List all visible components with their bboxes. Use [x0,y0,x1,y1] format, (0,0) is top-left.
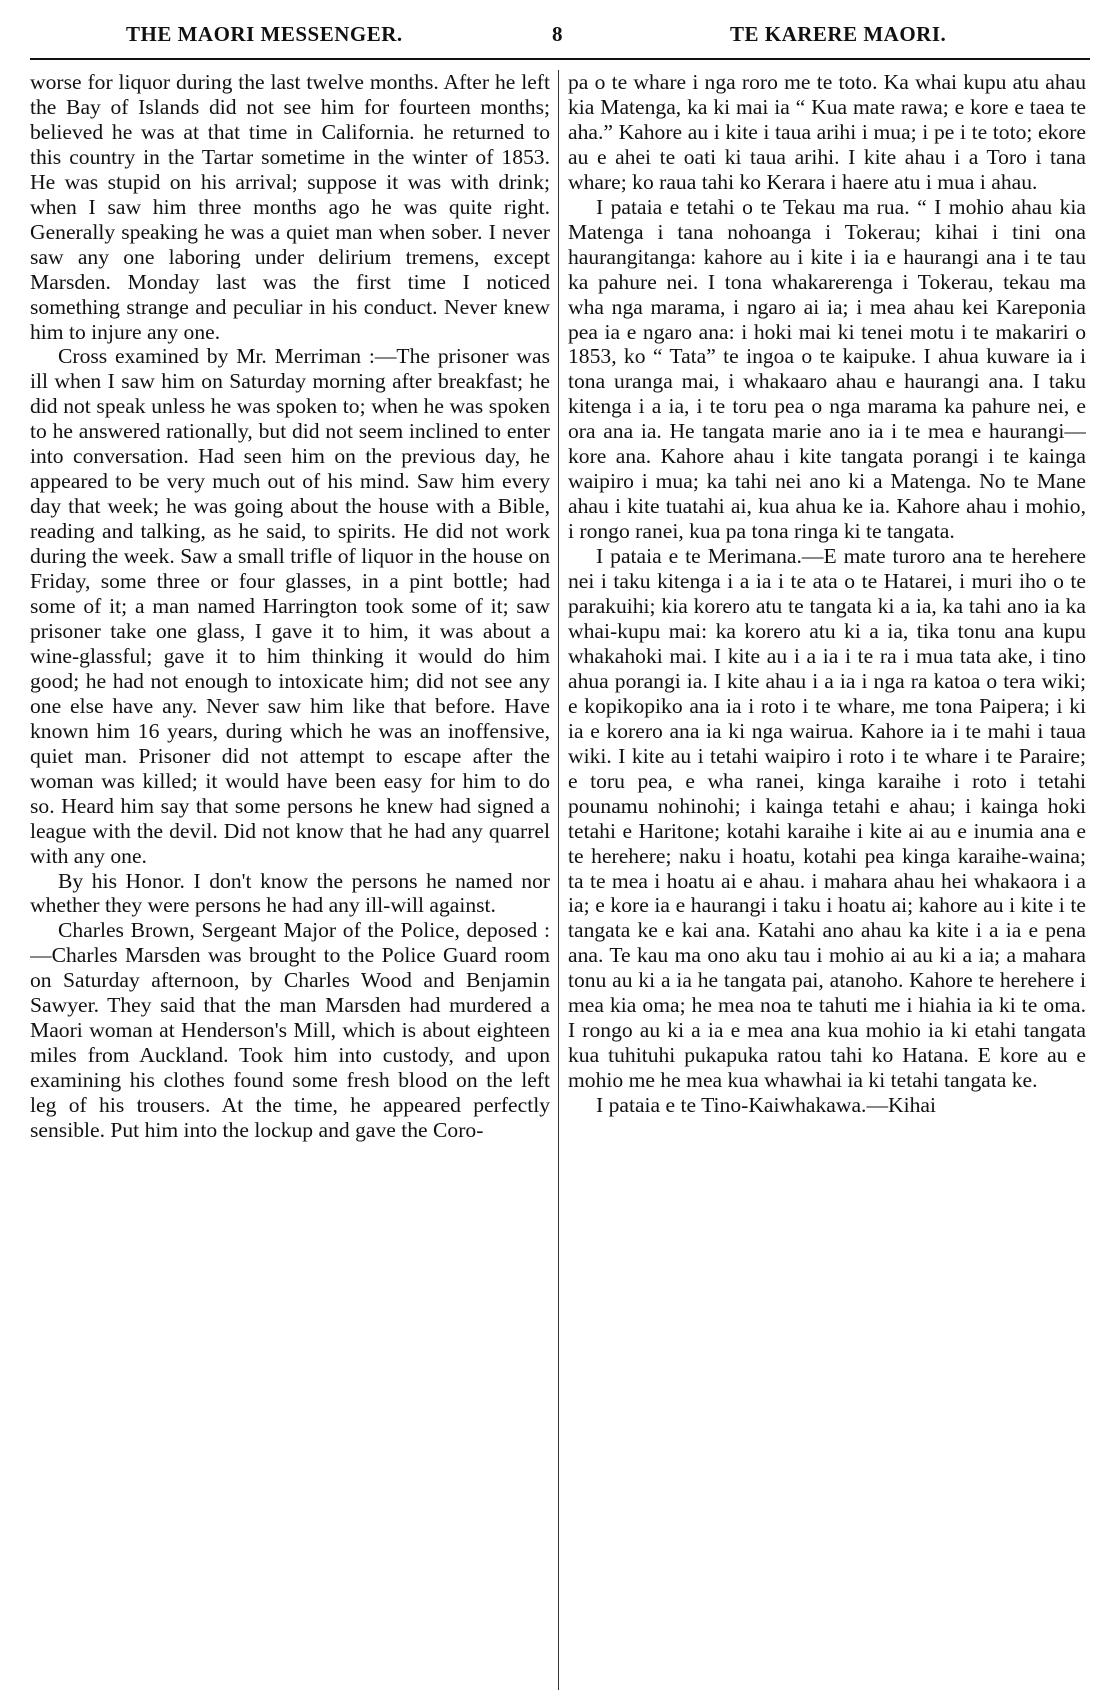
masthead-english: THE MAORI MESSENGER. [126,22,403,46]
page-header [30,18,1090,60]
paragraph: I pataia e tetahi o te Tekau ma rua. “ I mohio ahau kia Matenga i tana nohoanga i Tokerau; kihai i tini ona haurangitanga: kahore au i kite i ia e haurangi ana i te tau ka pahure nei. I tona whakarerenga i Tokerau, tekau ma wha nga marama, i ngaro ai ia; i mea ahau kei Kareponia pea ia e ngaro ana: i hoki mai ki tenei motu i te makariri o 1853, ko “ Tata” te ingoa o te kaipuke. I ahua kuware ia i tona uranga mai, i whakaaro ahau e haurangi ana. I taku kitenga i a ia, i te toru pea o nga marama ka pahure nei, e ora ana ia. He tangata marie ano ia i te mea e haurangi—kore ana. Kahore ahau i kite tangata porangi i te kainga waipiro i mua; ka tahi nei ano ki a Matenga. No te Mane ahau i kite tuatahi ai, kua ahua ke ia. Kahore ahau i mohio, i rongo ranei, kua pa tona ringa ki te tangata. [568,194,1086,544]
paragraph: pa o te whare i nga roro me te toto. Ka whai kupu atu ahau kia Matenga, ka ki mai ia “ Kua mate rawa; e kore e taea te aha.” Kahore au i kite i taua arihi i mua; i pe i te toto; ekore au e ahei te oati ki taua arihi. I kite ahau i a Toro i tana whare; ko raua tahi ko Kerara i haere atu i mua i ahau. [568,70,1086,194]
column-divider [558,70,559,1690]
paragraph: By his Honor. I don't know the persons he named nor whether they were persons he had any ill-will against. [30,868,550,918]
page-number: 8 [552,22,563,46]
maori-column [568,70,1086,1690]
paragraph: Cross examined by Mr. Merriman :—The prisoner was ill when I saw him on Saturday morning after breakfast; he did not speak unless he was spoken to; when he was spoken to he answered rationally, but did not seem inclined to enter into conversation. Had seen him on the previous day, he appeared to be very much out of his mind. Saw him every day that week; he was going about the house with a Bible, reading and talking, as he said, to spirits. He did not work during the week. Saw a small trifle of liquor in the house on Friday, some three or four glasses, in a pint bottle; had some of it; a man named Harrington took some of it; saw prisoner take one glass, I gave it to him, it was about a wine-glassful; gave it to him thinking it would do him good; he had not enough to intoxicate him; did not see any one else have any. Never saw him like that before. Have known him 16 years, during which he was an inoffensive, quiet man. Prisoner did not attempt to escape after the woman was killed; it would have been easy for him to do so. Heard him say that some persons he knew had signed a league with the devil. Did not know that he had any quarrel with any one. [30,344,550,868]
paragraph: I pataia e te Tino-Kaiwhakawa.—Kihai [596,1093,937,1118]
english-column [30,70,550,1690]
paragraph: I pataia e te Merimana.—E mate turoro ana te herehere nei i taku kitenga i a ia i te ata o te Hatarei, i muri iho o te parakuihi; kia korero atu te tangata ki a ia, ka tahi ano ia ka whai-kupu mai: ka korero atu ki a ia, tika tonu ana kupu whakahoki mai. I kite au i a ia i te ra i mua tata ake, i tino ahua porangi ia. I kite ahau i a ia i nga ra katoa o tera wiki; e kopikopiko ana ia i roto i te whare, me tona Paipera; i ki ia e korero ana ia ki nga wairua. Kahore ia i te mahi i taua wiki. I kite au i tetahi waipiro i roto i te whare i te Paraire; e toru pea, e wha ranei, kinga karaihe i roto i tetahi pounamu nohinohi; i kainga tetahi e ahau; i kainga hoki tetahi e Haritone; kotahi karaihe i kite ai au e inumia ana e te herehere; naku i hoatu, kotahi pea kinga karaihe-waina; ta te mea i hoatu ai e ahau. i mahara ahau hei whakaora i a ia; e kore ia e haurangi i taku i hoatu ai; kahore au i kite i te tangata ke e kai ana. Katahi ano ahau ka kite i a ia e pena ana. Te kau ma ono aku tau i mohio ai au ki a ia; a mahara tonu au ki a ia he tangata pai, atanoho. Kahore te herehere i mea kia oma; he mea noa te tahuti me i hiahia ia ki te oma. I rongo au ki a ia e mea ana kua mohio ia ki etahi tangata kua tuhituhi pukapuka ratou tahi ko Hatana. E kore au e mohio me he mea kua whawhai ia ki tetahi tangata ke. [568,544,1086,1093]
masthead-maori: TE KARERE MAORI. [730,22,947,46]
paragraph: Charles Brown, Sergeant Major of the Police, deposed :—Charles Marsden was brought to the Police Guard room on Saturday afternoon, by Charles Wood and Benjamin Sawyer. They said that the man Marsden had murdered a Maori woman at Henderson's Mill, which is about eighteen miles from Auckland. Took him into custody, and upon examining his clothes found some fresh blood on the left leg of his trousers. At the time, he appeared perfectly sensible. Put him into the lockup and gave the Coro- [30,918,550,1143]
paragraph: worse for liquor during the last twelve months. After he left the Bay of Islands did not see him for fourteen months; believed he was at that time in California. he returned to this country in the Tartar sometime in the winter of 1853. He was stupid on his arrival; suppose it was with drink; when I saw him three months ago he was quite right. Generally speaking he was a quiet man when sober. I never saw any one laboring under delirium tremens, except Marsden. Monday last was the first time I noticed something strange and peculiar in his conduct. Never knew him to injure any one. [30,70,550,344]
